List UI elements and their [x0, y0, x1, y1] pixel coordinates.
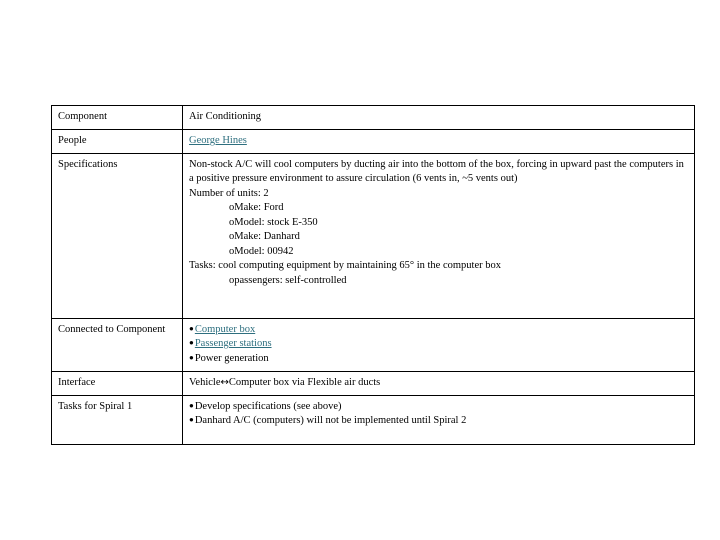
row-label-component: Component — [52, 106, 183, 130]
specifications-cell — [183, 153, 695, 318]
list-item — [189, 230, 688, 245]
table-row-people — [52, 130, 695, 154]
person-link-george-hines[interactable]: George Hines — [189, 135, 247, 146]
spec-tasks-line: Tasks: cool computing equipment by maintaining 65° in the computer box — [189, 260, 501, 271]
unit-item: Model: 00942 — [234, 245, 294, 257]
interface-cell — [183, 371, 695, 395]
table-row-component — [52, 106, 695, 130]
bullet-icon: ● — [189, 323, 194, 333]
interface-from: Vehicle — [189, 376, 221, 388]
sub-bullet-icon: o — [229, 216, 235, 228]
bullet-icon: ● — [189, 415, 194, 424]
spec-description: Non-stock A/C will cool computers by ducting air into the bottom of the box, forcing in upward past the computers in a positive pressure environment to assure circulation (6 vents in, ~5 vents out) — [189, 158, 684, 184]
table-row-connected — [52, 318, 695, 371]
component-spec-table — [51, 105, 695, 445]
row-label-interface: Interface — [52, 371, 183, 395]
sub-bullet-icon: o — [229, 202, 235, 213]
computer-box-link[interactable]: Computer box — [194, 323, 256, 335]
list-item — [189, 337, 688, 352]
list-item — [189, 352, 688, 367]
people-cell — [183, 130, 695, 154]
spiral-task: Danhard A/C (computers) will not be implemented until Spiral 2 — [194, 415, 467, 426]
bullet-icon: ● — [189, 338, 194, 347]
connected-cell — [183, 318, 695, 371]
row-label-people: People — [52, 130, 183, 154]
interface-to: Computer box via Flexible air ducts — [228, 376, 381, 388]
unit-item: Make: Ford — [234, 202, 284, 213]
spiral-task: Develop specifications (see above) — [194, 400, 342, 412]
table-row-interface — [52, 371, 695, 395]
list-item — [189, 400, 688, 415]
spiral-cell — [183, 395, 695, 444]
bullet-icon: ● — [189, 352, 194, 362]
task-item: passengers: self-controlled — [234, 274, 347, 286]
unit-item: Make: Danhard — [234, 231, 300, 242]
sub-bullet-icon: o — [229, 231, 235, 242]
list-item — [189, 274, 688, 289]
table-row-spiral — [52, 395, 695, 444]
table-row-specifications — [52, 153, 695, 318]
passenger-stations-link[interactable]: Passenger stations — [194, 338, 272, 349]
bullet-icon: ● — [189, 400, 194, 410]
spec-units-line: Number of units: 2 — [189, 187, 269, 199]
list-item — [189, 245, 688, 260]
list-item — [189, 216, 688, 231]
power-generation-text: Power generation — [194, 352, 269, 364]
row-label-connected: Connected to Component — [52, 318, 183, 371]
list-item — [189, 201, 688, 216]
list-item — [189, 414, 688, 429]
sub-bullet-icon: o — [229, 245, 235, 257]
double-arrow-icon: ↔ — [220, 376, 229, 388]
row-label-spiral: Tasks for Spiral 1 — [52, 395, 183, 444]
component-value: Air Conditioning — [183, 106, 695, 130]
list-item — [189, 323, 688, 338]
sub-bullet-icon: o — [229, 274, 235, 286]
unit-item: Model: stock E-350 — [234, 216, 318, 228]
row-label-specifications: Specifications — [52, 153, 183, 318]
